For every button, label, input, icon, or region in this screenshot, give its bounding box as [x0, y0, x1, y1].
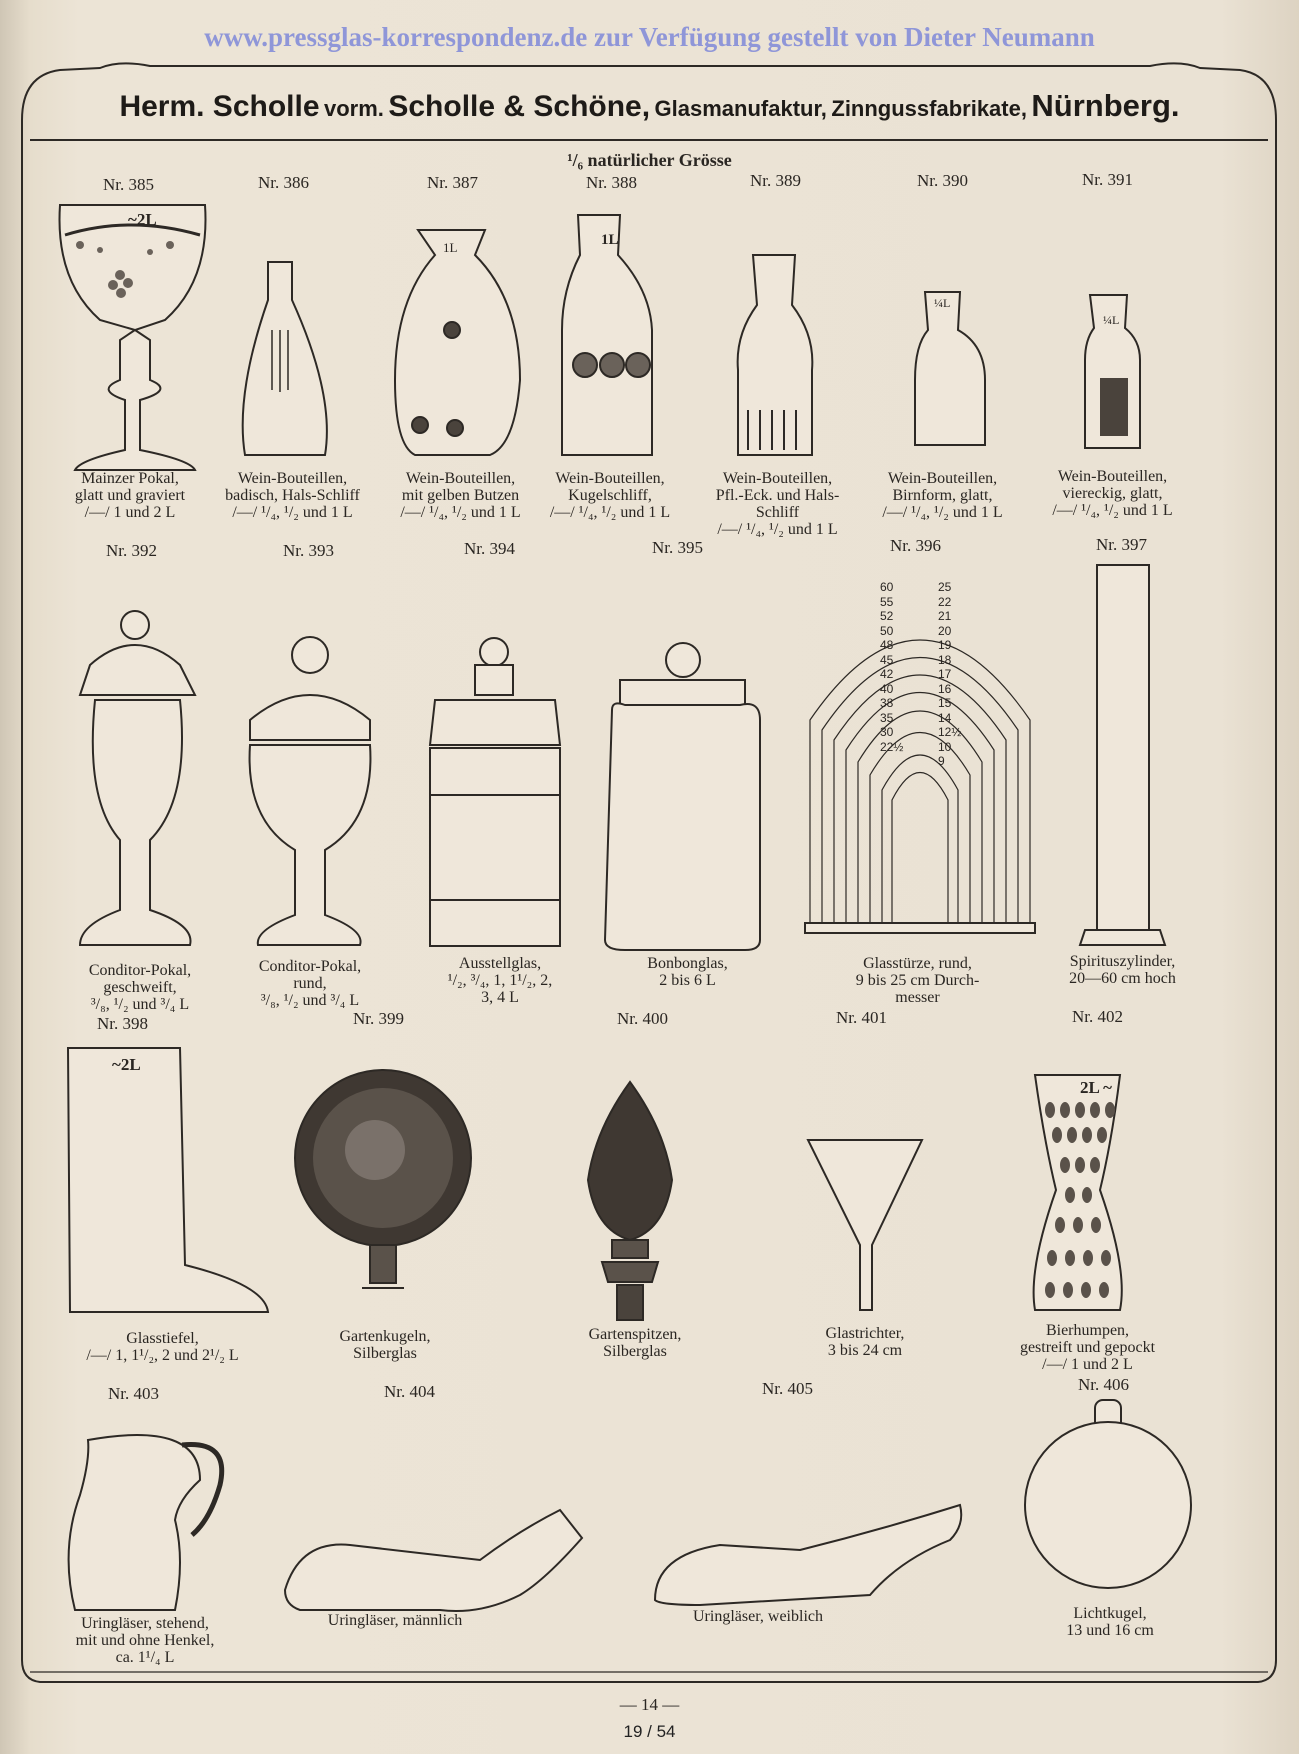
sturz-size-label: 12½: [938, 725, 962, 739]
header-former-company: Scholle & Schöne,: [388, 90, 651, 123]
caption-line: 9 bis 25 cm Durch-: [855, 972, 980, 989]
sturz-size-label: 9: [938, 754, 945, 768]
bottle-387-mark: 1L: [443, 240, 458, 255]
bierhumpen-402-drawing: [1034, 1075, 1122, 1310]
bottle-391-mark: ¼L: [1103, 313, 1120, 327]
caption-396: [835, 955, 1000, 1006]
bottle-390-drawing: [915, 292, 985, 445]
bottle-389-drawing: [738, 255, 813, 455]
caption-line: /—/ ¹/₄, ¹/₂ und 1 L: [717, 521, 838, 538]
bonbonglas-395-drawing: [605, 643, 760, 950]
sturz-size-label: 45: [880, 652, 894, 667]
glasstiefel-398-drawing: [68, 1048, 268, 1312]
caption-line: Wein-Bouteillen,: [405, 470, 516, 487]
sturz-size-label: 14: [938, 710, 952, 725]
humpen-capacity-mark: 2L ~: [1080, 1078, 1112, 1097]
caption-line: Uringläser, stehend,: [81, 1615, 209, 1632]
item-number-389: Nr. 389: [750, 171, 801, 190]
caption-386: [210, 470, 375, 521]
sturz-size-label: 60: [880, 580, 894, 594]
item-number-391: Nr. 391: [1082, 170, 1133, 189]
item-number-396: Nr. 396: [890, 536, 941, 555]
caption-line: Wein-Bouteillen,: [1057, 468, 1168, 485]
caption-387: [378, 470, 543, 521]
header-glass: Glasmanufaktur,: [654, 96, 827, 121]
item-number-399: Nr. 399: [353, 1009, 404, 1028]
stiefel-capacity-mark: ~2L: [112, 1055, 141, 1074]
caption-400: [570, 1326, 700, 1360]
gartenkugel-399-drawing: [295, 1070, 471, 1288]
caption-404: [305, 1612, 485, 1629]
pokal-392-drawing: [80, 611, 195, 945]
caption-line: Conditor-Pokal,: [258, 958, 362, 975]
sturz-size-label: 50: [880, 623, 894, 638]
caption-line: Silberglas: [353, 1345, 417, 1362]
item-number-401: Nr. 401: [836, 1008, 887, 1027]
sturz-size-label: 21: [938, 609, 952, 623]
caption-line: Spirituszylinder,: [1069, 953, 1176, 970]
caption-line: Conditor-Pokal,: [88, 962, 192, 979]
caption-line: badisch, Hals-Schliff: [225, 487, 360, 504]
caption-line: Bonbonglas,: [647, 955, 728, 972]
sturz-size-label: 22: [938, 594, 952, 609]
caption-398: [70, 1330, 255, 1364]
caption-line: Kugelschliff,: [568, 487, 652, 504]
sturz-size-label: 16: [938, 681, 952, 696]
caption-line: /—/ 1 und 2 L: [84, 504, 176, 521]
sturz-size-label: 17: [938, 667, 952, 681]
item-number-392: Nr. 392: [106, 541, 157, 560]
sturz-size-label: 52: [880, 609, 894, 623]
item-number-406: Nr. 406: [1078, 1375, 1129, 1394]
page-footer-number: — 14 —: [619, 1695, 680, 1714]
caption-line: viereckig, glatt,: [1062, 485, 1163, 502]
caption-line: /—/ ¹/₄, ¹/₂ und 1 L: [1052, 502, 1173, 519]
pokal-385-drawing: [60, 205, 206, 470]
sturz-size-label: 30: [880, 725, 894, 739]
caption-line: /—/ 1 und 2 L: [1042, 1356, 1133, 1373]
sturz-size-label: 18: [938, 652, 952, 667]
caption-line: ¹/₂, ³/₄, 1, 1¹/₂, 2,: [447, 972, 553, 989]
caption-390: [865, 470, 1020, 521]
item-number-398: Nr. 398: [97, 1014, 148, 1033]
caption-389: [700, 470, 855, 538]
caption-line: Pfl.-Eck. und Hals-: [715, 487, 840, 504]
page-indicator: 19 / 54: [623, 1722, 676, 1741]
caption-line: /—/ ¹/₄, ¹/₂ und 1 L: [400, 504, 521, 521]
caption-line: 3, 4 L: [481, 989, 519, 1006]
caption-line: ³/₈, ¹/₂ und ³/₄ L: [90, 996, 190, 1013]
glastrichter-401-drawing: [808, 1140, 922, 1310]
sturz-size-label: 20: [938, 623, 952, 638]
item-number-387: Nr. 387: [427, 173, 478, 192]
item-number-394: Nr. 394: [464, 539, 515, 558]
item-number-403: Nr. 403: [108, 1384, 159, 1403]
caption-line: Schliff: [755, 504, 800, 521]
header-company: Herm. Scholle: [119, 90, 320, 123]
sturz-size-label: 48: [880, 638, 894, 652]
caption-line: /—/ ¹/₄, ¹/₂ und 1 L: [549, 504, 671, 521]
ausstellglas-394-drawing: [430, 638, 560, 946]
caption-line: Glasstürze, rund,: [863, 955, 972, 972]
caption-line: 13 und 16 cm: [1066, 1622, 1154, 1639]
caption-line: Lichtkugel,: [1073, 1605, 1147, 1622]
caption-line: glatt und graviert: [74, 487, 186, 504]
uringlas-stehend-403-drawing: [69, 1435, 222, 1610]
caption-406: [1040, 1605, 1180, 1639]
item-number-386: Nr. 386: [258, 173, 309, 192]
caption-line: ³/₈, ¹/₂ und ³/₄ L: [260, 992, 360, 1009]
item-number-400: Nr. 400: [617, 1009, 668, 1028]
caption-395: [615, 955, 760, 989]
item-number-405: Nr. 405: [762, 1379, 813, 1398]
caption-393: [240, 958, 380, 1009]
pokal-393-drawing: [250, 637, 371, 945]
item-number-390: Nr. 390: [917, 171, 968, 190]
caption-line: Uringläser, weiblich: [693, 1608, 823, 1625]
sturz-size-label: 10: [938, 739, 952, 754]
caption-line: /—/ 1, 1¹/₂, 2 und 2¹/₂ L: [86, 1347, 239, 1364]
caption-line: Wein-Bouteillen,: [237, 470, 348, 487]
header-city: Nürnberg.: [1031, 88, 1180, 123]
lichtkugel-406-drawing: [1025, 1400, 1191, 1588]
item-number-385: Nr. 385: [103, 175, 154, 194]
sturz-size-label: 42: [880, 667, 894, 681]
header-pewter: Zinngussfabrikate,: [831, 96, 1027, 121]
caption-line: Gartenkugeln,: [339, 1328, 431, 1345]
caption-405: [668, 1608, 848, 1625]
caption-line: ca. 1¹/₄ L: [115, 1649, 175, 1666]
glasstuerze-396-drawing: [805, 640, 1035, 933]
header-vorm: vorm.: [323, 96, 384, 121]
item-number-404: Nr. 404: [384, 1382, 435, 1401]
gartenspitze-400-drawing: [588, 1082, 672, 1320]
caption-line: 20—60 cm hoch: [1069, 970, 1176, 987]
caption-line: Mainzer Pokal,: [81, 470, 179, 487]
caption-line: /—/ ¹/₄, ¹/₂ und 1 L: [232, 504, 353, 521]
caption-line: rund,: [293, 975, 327, 992]
caption-388: [535, 470, 685, 521]
caption-line: mit und ohne Henkel,: [75, 1632, 215, 1649]
bottle-386-drawing: [243, 262, 327, 455]
sturz-size-label: 40: [880, 681, 894, 696]
item-number-393: Nr. 393: [283, 541, 334, 560]
sturz-size-label: 19: [938, 638, 952, 652]
caption-line: geschweift,: [103, 979, 177, 996]
caption-line: Ausstellglas,: [458, 955, 542, 972]
caption-402: [1000, 1322, 1175, 1373]
caption-line: Wein-Bouteillen,: [887, 470, 998, 487]
bottle-387-drawing: [395, 230, 520, 455]
caption-385: [55, 470, 205, 521]
caption-403: [55, 1615, 235, 1666]
caption-line: Gartenspitzen,: [588, 1326, 682, 1343]
caption-line: Silberglas: [603, 1343, 667, 1360]
caption-394: [425, 955, 575, 1006]
caption-line: gestreift und gepockt: [1019, 1339, 1156, 1356]
item-number-395: Nr. 395: [652, 538, 703, 557]
item-number-388: Nr. 388: [586, 173, 637, 192]
pokal-capacity-mark: ~2L: [128, 210, 157, 229]
uringlas-maennlich-404-drawing: [285, 1510, 582, 1611]
caption-line: Glasstiefel,: [126, 1330, 199, 1347]
scale-note: ¹/₆ natürlicher Grösse: [567, 150, 732, 170]
caption-line: Uringläser, männlich: [327, 1612, 463, 1629]
caption-391: [1035, 468, 1190, 519]
caption-line: /—/ ¹/₄, ¹/₂ und 1 L: [882, 504, 1003, 521]
bottle-388-mark: 1L: [601, 232, 619, 248]
sturz-size-label: 38: [880, 696, 894, 710]
caption-line: 3 bis 24 cm: [827, 1342, 903, 1359]
caption-line: Wein-Bouteillen,: [555, 470, 665, 487]
spirituszylinder-397-drawing: [1080, 565, 1165, 945]
sturz-size-label: 35: [880, 710, 894, 725]
caption-line: Bierhumpen,: [1045, 1322, 1130, 1339]
bottle-390-mark: ¼L: [934, 296, 951, 310]
sturz-size-label: 22½: [880, 739, 904, 754]
caption-line: Birnform, glatt,: [892, 487, 993, 504]
caption-line: 2 bis 6 L: [659, 972, 716, 989]
caption-399: [320, 1328, 450, 1362]
caption-line: mit gelben Butzen: [401, 487, 520, 504]
caption-line: messer: [895, 989, 940, 1006]
item-number-402: Nr. 402: [1072, 1007, 1123, 1026]
sturz-size-label: 55: [880, 594, 894, 609]
sturz-size-label: 15: [938, 696, 952, 710]
caption-line: Wein-Bouteillen,: [722, 470, 833, 487]
watermark-text: www.pressglas-korrespondenz.de zur Verfügung gestellt von Dieter Neumann: [204, 22, 1095, 52]
item-number-397: Nr. 397: [1096, 535, 1147, 554]
bottle-388-drawing: [562, 215, 652, 455]
uringlas-weiblich-405-drawing: [655, 1505, 961, 1605]
caption-397: [1050, 953, 1195, 987]
caption-line: Glastrichter,: [825, 1325, 905, 1342]
sturz-size-label: 25: [938, 580, 952, 594]
caption-392: [70, 962, 210, 1013]
caption-401: [800, 1325, 930, 1359]
